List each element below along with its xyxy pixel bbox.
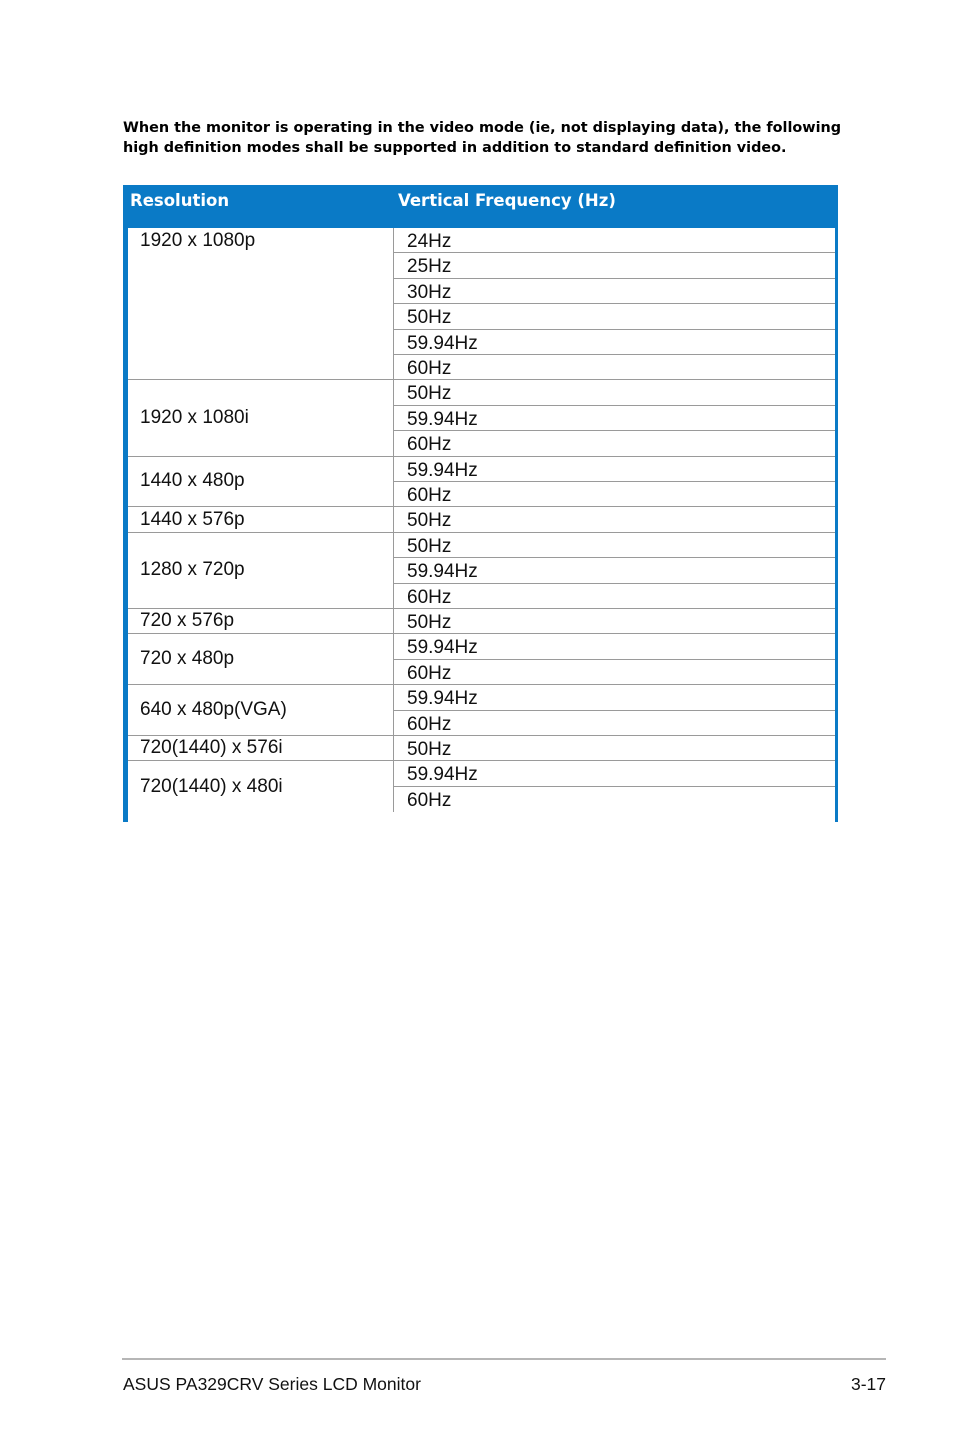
resolution-label: 1920 x 1080i [140,406,249,428]
frequency-value: 50Hz [407,739,452,760]
resolution-label: 1280 x 720p [140,559,245,581]
resolution-cell [128,761,394,812]
frequency-value: 24Hz [407,231,452,252]
frequency-cell [394,482,835,507]
table-header [123,185,838,224]
frequency-cell [394,457,835,482]
frequency-value: 25Hz [407,256,452,278]
frequency-value: 60Hz [407,713,452,735]
frequency-value: 60Hz [407,485,452,506]
frequency-value: 59.94Hz [407,764,478,786]
header-vertical-frequency: Vertical Frequency (Hz) [398,191,616,210]
frequency-value: 59.94Hz [407,408,478,430]
resolution-cell [128,380,394,456]
resolution-label: 1920 x 1080p [140,230,256,251]
resolution-table [123,185,838,822]
frequency-value: 60Hz [407,434,452,456]
frequency-cell [394,634,835,659]
frequency-value: 59.94Hz [407,637,478,659]
frequency-cell [394,558,835,583]
resolution-cell [128,685,394,736]
frequency-cell [394,431,835,456]
header-resolution: Resolution [130,191,230,210]
frequency-value: 50Hz [407,535,452,557]
frequency-cell [394,406,835,431]
frequency-cell [394,228,835,253]
frequency-value: 60Hz [407,586,452,608]
resolution-label: 640 x 480p(VGA) [140,699,287,721]
frequency-value: 59.94Hz [407,561,478,583]
intro-paragraph: When the monitor is operating in the video mode (ie, not displaying data), the following high definition modes shall be supported in addition to standard definition video. [123,120,842,156]
frequency-cell [394,279,835,304]
frequency-cell [394,507,835,532]
resolution-cell [128,634,394,685]
frequency-value: 59.94Hz [407,332,478,354]
resolution-cell [128,228,394,380]
frequency-value: 60Hz [407,662,452,684]
frequency-value: 60Hz [407,358,452,379]
frequency-value: 50Hz [407,510,452,532]
frequency-value: 59.94Hz [407,688,478,710]
resolution-cell [128,533,394,609]
resolution-cell [128,507,394,532]
resolution-label: 1440 x 576p [140,508,245,530]
frequency-cell [394,304,835,329]
resolution-label: 720(1440) x 480i [140,775,283,797]
frequency-cell [394,711,835,736]
frequency-value: 50Hz [407,383,452,405]
frequency-cell [394,380,835,405]
frequency-value: 50Hz [407,612,452,633]
frequency-value: 60Hz [407,789,452,811]
frequency-cell [394,533,835,558]
frequency-cell [394,736,835,761]
frequency-cell [394,253,835,278]
frequency-cell [394,609,835,634]
table-body [128,228,835,1000]
frequency-cell [394,355,835,380]
frequency-cell [394,330,835,355]
resolution-label: 720 x 480p [140,648,235,670]
frequency-value: 50Hz [407,307,452,329]
frequency-cell [394,660,835,685]
frequency-value: 59.94Hz [407,459,478,481]
resolution-cell [128,609,394,634]
resolution-cell [128,736,394,761]
frequency-cell [394,761,835,786]
frequency-cell [394,787,835,812]
resolution-label: 720 x 576p [140,610,235,632]
resolution-cell [128,457,394,508]
footer-product-name: ASUS PA329CRV Series LCD Monitor [123,1374,421,1394]
resolution-label: 720(1440) x 576i [140,737,283,759]
frequency-value: 30Hz [407,281,452,303]
frequency-cell [394,685,835,710]
frequency-cell [394,584,835,609]
resolution-label: 1440 x 480p [140,470,245,492]
footer-divider [122,1358,886,1360]
footer-page-number: 3-17 [850,1374,886,1394]
